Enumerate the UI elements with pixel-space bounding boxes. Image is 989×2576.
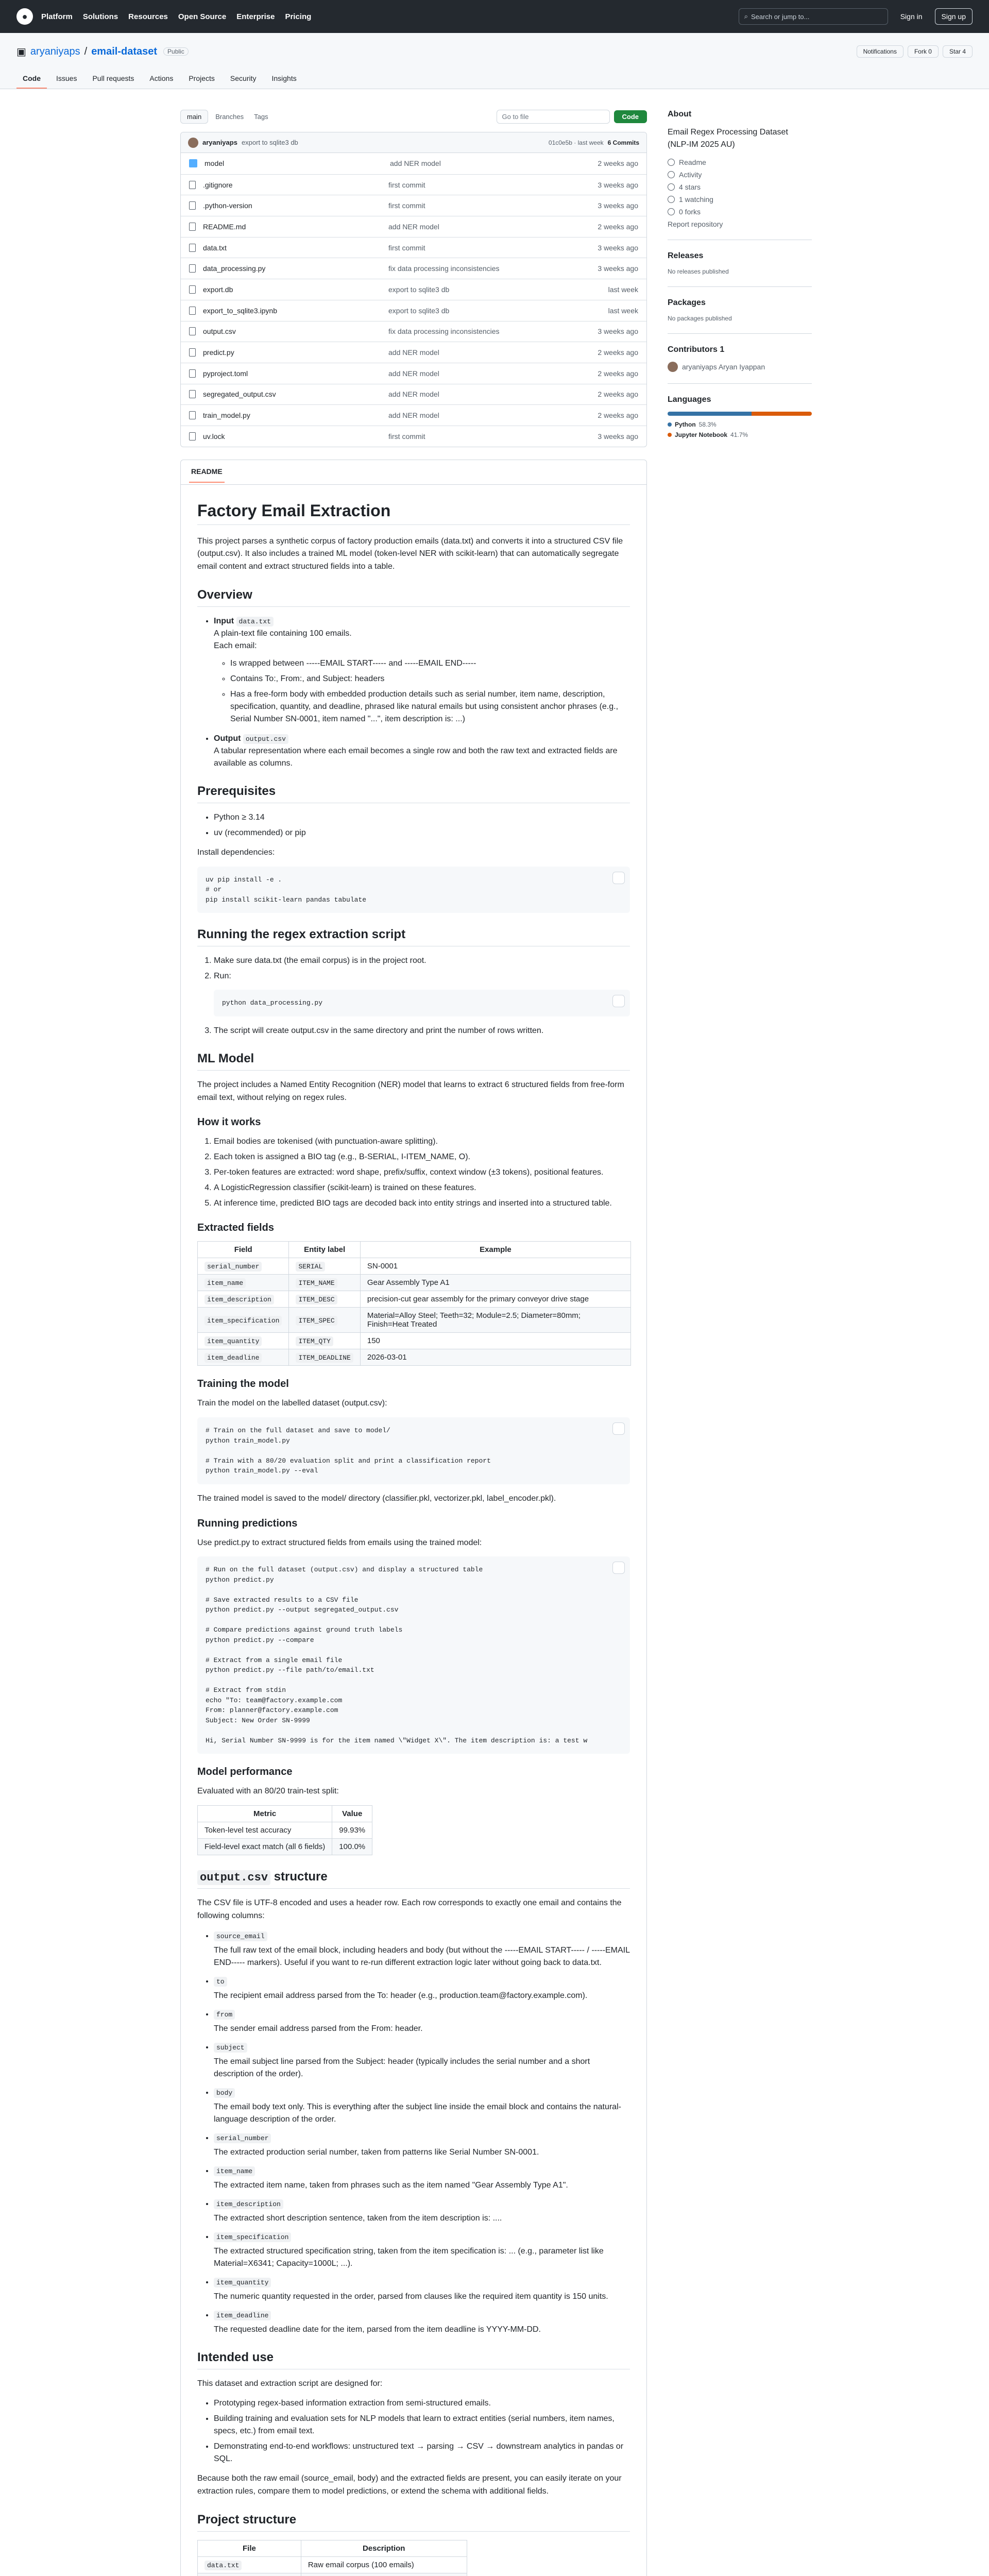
- intro-paragraph: This project parses a synthetic corpus of factory production emails (data.txt) and converts it into a structured CSV file (output.csv). It also includes a trained ML model (token-level NER with scikit-learn) that can automatically segregate email content and extract structured fields into a table.: [197, 536, 623, 571]
- step-item: 1. Make sure data.txt (the email corpus) is in the project root.: [214, 955, 630, 967]
- language-bar-jupyter: [752, 412, 812, 416]
- csv-heading: output.csv structure: [197, 1870, 630, 1889]
- file-date: 3 weeks ago: [598, 243, 638, 252]
- column-item: • item_name The extracted item name, taken from phrases such as the item named "Gear Assembly Type A1".: [214, 2165, 630, 2192]
- train-code-block: # Train on the full dataset and save to model/ python train_model.py # Train with a 80/20 evaluation split and print a classification report python train_model.py --eval: [197, 1417, 630, 1484]
- site-header: [0, 0, 989, 33]
- perf-paragraph: Evaluated with an 80/20 train-test split:: [197, 1787, 339, 1796]
- prereq-item: • uv (recommended) or pip: [214, 827, 630, 839]
- contributor[interactable]: aryaniyaps Aryan Iyappan: [668, 362, 812, 372]
- language-bar: [668, 412, 812, 416]
- copy-icon[interactable]: [612, 995, 625, 1007]
- column-item: • body The email body text only. This is everything after the subject line inside the email block and contains the natural-language description of the order.: [214, 2087, 630, 2126]
- readme-content: [181, 485, 646, 2576]
- use-paragraph-2: Because both the raw email (source_email, body) and the extracted fields are present, you can easily iterate on your extraction rules, compare them to model predictions, or extend the schema with additional fields.: [197, 2474, 622, 2496]
- file-date: 3 weeks ago: [598, 201, 638, 210]
- file-date: 2 weeks ago: [598, 222, 638, 231]
- table-row: item_quantity ITEM_QTY 150: [198, 1333, 631, 1349]
- file-row[interactable]: [181, 426, 646, 447]
- how-heading: How it works: [197, 1116, 261, 1128]
- overview-heading: Overview: [197, 588, 630, 607]
- how-item: 2. Each token is assigned a BIO tag (e.g., B-SERIAL, I-ITEM_NAME, O).: [214, 1151, 630, 1163]
- packages-heading[interactable]: Packages: [668, 298, 706, 307]
- avatar[interactable]: [188, 138, 198, 148]
- how-item: 4. A LogisticRegression classifier (scikit-learn) is trained on these features.: [214, 1182, 630, 1194]
- language-dot: [668, 422, 672, 427]
- repo-owner-link[interactable]: aryaniyaps: [30, 45, 80, 57]
- visibility-badge: Public: [163, 47, 189, 56]
- main-column: [180, 110, 647, 2576]
- file-commit-message[interactable]: add NER model: [388, 369, 439, 378]
- run-code-block: python data_processing.py: [214, 990, 630, 1016]
- file-commit-message[interactable]: add NER model: [388, 411, 439, 420]
- file-name[interactable]: output.csv: [203, 327, 236, 336]
- tab-security[interactable]: Security: [230, 74, 257, 82]
- file-date: 3 weeks ago: [598, 432, 638, 440]
- structure-table: File Description data.txt Raw email corpus (100 emails): [197, 2540, 467, 2576]
- ml-heading: ML Model: [197, 1052, 630, 1071]
- table-row: serial_number SERIAL SN-0001: [198, 1258, 631, 1275]
- file-icon: [189, 264, 196, 273]
- nav-open-source[interactable]: Open Source: [178, 12, 227, 21]
- file-date: 3 weeks ago: [598, 180, 638, 189]
- language-python[interactable]: Python 58.3%: [668, 421, 812, 428]
- fork-icon: [668, 208, 675, 215]
- table-row: item_deadline ITEM_DEADLINE 2026-03-01: [198, 1349, 631, 1366]
- sign-up-button[interactable]: Sign up: [935, 8, 973, 25]
- fork-button[interactable]: Fork 0: [908, 45, 939, 58]
- file-row[interactable]: [181, 258, 646, 279]
- ml-paragraph: The project includes a Named Entity Recognition (NER) model that learns to extract 6 structured fields from free-form email text, without relying on regex rules.: [197, 1080, 624, 1102]
- file-name[interactable]: model: [204, 159, 225, 168]
- file-name[interactable]: README.md: [203, 222, 246, 231]
- prereq-item: • Python ≥ 3.14: [214, 811, 630, 824]
- stars-link[interactable]: 4 stars: [668, 183, 812, 191]
- file-name[interactable]: pyproject.toml: [203, 369, 248, 378]
- contributors-heading[interactable]: Contributors 1: [668, 345, 725, 354]
- repo-icon: ▣: [16, 46, 26, 58]
- table-row: item_description ITEM_DESC precision-cut gear assembly for the primary conveyor drive stage: [198, 1291, 631, 1308]
- how-item: 1. Email bodies are tokenised (with punctuation-aware splitting).: [214, 1136, 630, 1148]
- sidebar: [668, 110, 812, 2576]
- file-date: 2 weeks ago: [598, 411, 638, 420]
- commit-author[interactable]: aryaniyaps: [202, 139, 237, 146]
- column-item: • to The recipient email address parsed from the To: header (e.g., production.team@factory.example.com).: [214, 1975, 630, 2002]
- csv-paragraph: The CSV file is UTF-8 encoded and uses a header row. Each row corresponds to exactly one email and contains the following columns:: [197, 1899, 622, 1920]
- file-date: 3 weeks ago: [598, 327, 638, 336]
- train-paragraph: Train the model on the labelled dataset (output.csv):: [197, 1399, 387, 1408]
- search-icon: ⌕: [744, 12, 748, 20]
- file-name[interactable]: segregated_output.csv: [203, 390, 276, 399]
- file-row[interactable]: [181, 300, 646, 321]
- file-name[interactable]: data.txt: [203, 243, 227, 252]
- file-date: 2 weeks ago: [598, 369, 638, 378]
- book-icon: [668, 159, 675, 166]
- tab-issues[interactable]: Issues: [56, 74, 77, 82]
- code-button[interactable]: Code: [614, 110, 647, 123]
- file-commit-message[interactable]: first commit: [388, 180, 425, 189]
- perf-table: Metric Value Token-level test accuracy 99.93% Field-level exact match (all 6 fields) 100.0%: [197, 1805, 372, 1855]
- file-commit-message[interactable]: first commit: [388, 201, 425, 210]
- search-input[interactable]: ⌕ Search or jump to...: [739, 8, 888, 25]
- sub-item: ◦ Is wrapped between -----EMAIL START----- and -----EMAIL END-----: [230, 657, 630, 670]
- file-commit-message[interactable]: add NER model: [388, 348, 439, 357]
- about-description: Email Regex Processing Dataset (NLP-IM 2025 AU): [668, 128, 788, 149]
- file-icon: [189, 244, 196, 252]
- file-date: last week: [608, 306, 638, 315]
- file-commit-message[interactable]: add NER model: [390, 159, 441, 168]
- file-row[interactable]: [181, 342, 646, 363]
- repo-tabs: [16, 69, 973, 89]
- file-name[interactable]: predict.py: [203, 348, 234, 357]
- file-list: [180, 132, 647, 447]
- forks-link[interactable]: 0 forks: [668, 208, 812, 216]
- branches-link[interactable]: Branches: [215, 113, 244, 121]
- packages-text: No packages published: [668, 315, 732, 322]
- commit-hash[interactable]: 01c0e5b · last week: [548, 139, 604, 146]
- predict-paragraph: Use predict.py to extract structured fields from emails using the trained model:: [197, 1538, 482, 1547]
- languages-heading: Languages: [668, 395, 711, 404]
- file-date: last week: [608, 285, 638, 294]
- how-item: 3. Per-token features are extracted: word shape, prefix/suffix, context window (±3 tokens), positional features.: [214, 1166, 630, 1179]
- file-commit-message[interactable]: export to sqlite3 db: [388, 285, 450, 294]
- tab-projects[interactable]: Projects: [189, 74, 215, 82]
- repo-header: ▣ aryaniyaps / email-dataset Public Notifications Fork 0 Star 4 Code Issues Pull requests Actions Projects Security Insights: [0, 33, 989, 89]
- nav-pricing[interactable]: Pricing: [285, 12, 312, 21]
- file-icon: [189, 223, 196, 231]
- eye-icon: [668, 196, 675, 203]
- column-item: • from The sender email address parsed from the From: header.: [214, 2008, 630, 2035]
- readme-panel: [180, 460, 647, 2576]
- column-item: • item_deadline The requested deadline date for the item, parsed from the item deadline is YYYY-MM-DD.: [214, 2309, 630, 2336]
- branch-select[interactable]: main: [180, 110, 208, 124]
- file-icon: [189, 348, 196, 357]
- readme-tab[interactable]: README: [189, 461, 225, 483]
- file-row[interactable]: [181, 153, 646, 174]
- go-to-file-input[interactable]: Go to file: [497, 110, 610, 124]
- regex-heading: Running the regex extraction script: [197, 927, 630, 946]
- readme-title: Factory Email Extraction: [197, 501, 630, 525]
- table-row: item_specification ITEM_SPEC Material=Alloy Steel; Teeth=32; Module=2.5; Diameter=80mm; Finish=Heat Treated: [198, 1308, 631, 1333]
- file-name[interactable]: uv.lock: [203, 432, 225, 440]
- nav-solutions[interactable]: Solutions: [82, 12, 118, 21]
- file-date: 3 weeks ago: [598, 264, 638, 273]
- star-button[interactable]: Star 4: [943, 45, 973, 58]
- tab-insights[interactable]: Insights: [271, 74, 297, 82]
- file-row[interactable]: [181, 279, 646, 300]
- file-date: 2 weeks ago: [598, 390, 638, 399]
- repo-name-link[interactable]: email-dataset: [91, 45, 158, 57]
- column-item: • source_email The full raw text of the email block, including headers and body (but without the -----EMAIL START----- / -----EMAIL END----- markers). Useful if you want to re-run different extraction logic later without going back to data.txt.: [214, 1930, 630, 1969]
- use-item: • Prototyping regex-based information extraction from semi-structured emails.: [214, 2397, 630, 2410]
- file-commit-message[interactable]: add NER model: [388, 222, 439, 231]
- fields-table: Field Entity label Example serial_number SERIAL SN-0001 item_name ITEM_NAME Gear Assembly Type A1 item_description ITEM_DESC precision-cut gear assembly for the primary conveyor drive stage item_specification ITEM_SPEC Material=Alloy Steel; Teeth=32; Module=2.5; Diameter=80mm; Finish=Heat Treated item_quantity ITEM_QTY 150 item_deadline ITEM_DEADLINE 2026-03-01: [197, 1241, 631, 1366]
- report-link[interactable]: Report repository: [668, 220, 723, 228]
- column-item: • subject The email subject line parsed from the Subject: header (typically includes the serial number and a short description of the order).: [214, 2041, 630, 2080]
- install-text: Install dependencies:: [197, 848, 275, 857]
- how-item: 5. At inference time, predicted BIO tags are decoded back into entity strings and inserted into a structured table.: [214, 1197, 630, 1210]
- use-item: • Building training and evaluation sets for NLP models that learn to extract entities (serial numbers, item names, specs, etc.) from email text.: [214, 2413, 630, 2437]
- file-commit-message[interactable]: fix data processing inconsistencies: [388, 327, 500, 336]
- file-row[interactable]: [181, 195, 646, 216]
- table-row: item_name ITEM_NAME Gear Assembly Type A1: [198, 1275, 631, 1291]
- column-item: • item_description The extracted short description sentence, taken from the item description is: ....: [214, 2198, 630, 2225]
- file-date: 2 weeks ago: [598, 159, 638, 168]
- saved-paragraph: The trained model is saved to the model/ directory (classifier.pkl, vectorizer.pkl, label_encoder.pkl).: [197, 1494, 556, 1503]
- sign-in-button[interactable]: Sign in: [900, 12, 923, 21]
- nav-resources[interactable]: Resources: [128, 12, 168, 21]
- structure-heading: Project structure: [197, 2513, 630, 2532]
- file-icon: [189, 201, 196, 210]
- file-name[interactable]: train_model.py: [203, 411, 250, 420]
- file-row[interactable]: [181, 237, 646, 258]
- watching-link[interactable]: 1 watching: [668, 195, 812, 204]
- main-nav: [41, 12, 311, 21]
- input-item: • Input data.txt A plain-text file containing 100 emails. Each email: ◦ Is wrapped between -----EMAIL START----- and -----EMAIL END----- ◦ Contains To:, From:, and Subject: headers ◦ Has a free-form body with embedded production details such as serial number, item name, description, specification, quantity, and deadline, phrased like natural emails but using consistent anchor phrases (e.g., Serial Number SN-0001, item named "...", item description is: ...): [214, 615, 630, 725]
- file-icon: [189, 307, 196, 315]
- file-icon: [189, 181, 196, 189]
- file-icon: [189, 369, 196, 378]
- table-row: [198, 2573, 467, 2576]
- file-commit-message[interactable]: add NER model: [388, 390, 439, 399]
- file-row[interactable]: [181, 384, 646, 405]
- commits-link[interactable]: 6 Commits: [607, 139, 639, 146]
- tab-actions[interactable]: Actions: [149, 74, 174, 82]
- file-name[interactable]: .python-version: [203, 201, 252, 210]
- avatar: [668, 362, 678, 372]
- sub-item: ◦ Has a free-form body with embedded production details such as serial number, item name, description, specification, quantity, and deadline, phrased like natural emails but using consistent anchor phrases (e.g., Serial Number SN-0001, item named "...", item description is: ...): [230, 688, 630, 725]
- folder-icon: [189, 159, 197, 167]
- sub-item: ◦ Contains To:, From:, and Subject: headers: [230, 673, 630, 685]
- file-row[interactable]: [181, 216, 646, 237]
- file-row[interactable]: [181, 363, 646, 384]
- file-commit-message[interactable]: first commit: [388, 432, 425, 440]
- file-row[interactable]: [181, 321, 646, 342]
- output-item: • Output output.csv A tabular representation where each email becomes a single row and both the raw text and extracted fields are available as columns.: [214, 733, 630, 770]
- file-commit-message[interactable]: export to sqlite3 db: [388, 306, 450, 315]
- file-name[interactable]: .gitignore: [203, 180, 233, 189]
- copy-icon[interactable]: [612, 1562, 625, 1574]
- tags-link[interactable]: Tags: [254, 113, 268, 121]
- commit-message[interactable]: export to sqlite3 db: [241, 139, 298, 146]
- tab-code[interactable]: Code: [16, 69, 47, 89]
- step-item: 3. The script will create output.csv in the same directory and print the number of rows written.: [214, 1025, 630, 1037]
- perf-heading: Model performance: [197, 1766, 293, 1778]
- table-row: data.txt Raw email corpus (100 emails): [198, 2557, 467, 2573]
- tab-pull-requests[interactable]: Pull requests: [92, 74, 134, 82]
- readme-link[interactable]: Readme: [668, 158, 812, 166]
- file-name[interactable]: export_to_sqlite3.ipynb: [203, 306, 277, 315]
- use-paragraph: This dataset and extraction script are designed for:: [197, 2379, 383, 2388]
- pulse-icon: [668, 171, 675, 178]
- column-item: • item_quantity The numeric quantity requested in the order, parsed from clauses like the required item quantity is 150 units.: [214, 2276, 630, 2303]
- about-heading: About: [668, 110, 692, 118]
- file-commit-message[interactable]: fix data processing inconsistencies: [388, 264, 500, 273]
- use-heading: Intended use: [197, 2350, 630, 2369]
- nav-enterprise[interactable]: Enterprise: [236, 12, 275, 21]
- file-row[interactable]: [181, 404, 646, 426]
- copy-icon[interactable]: [612, 1422, 625, 1435]
- column-item: • item_specification The extracted structured specification string, taken from the item specification is: ... (e.g., parameter list like Material=X6341; Capacity=1000L; ...).: [214, 2231, 630, 2270]
- step-item: 2. Run: python data_processing.py: [214, 970, 630, 1016]
- prereq-heading: Prerequisites: [197, 784, 630, 803]
- file-name[interactable]: export.db: [203, 285, 233, 294]
- latest-commit: [181, 132, 646, 153]
- file-icon: [189, 411, 196, 419]
- github-logo-icon[interactable]: ●: [16, 8, 33, 25]
- fields-heading: Extracted fields: [197, 1222, 274, 1234]
- language-jupyter[interactable]: Jupyter Notebook 41.7%: [668, 431, 812, 438]
- file-name[interactable]: data_processing.py: [203, 264, 266, 273]
- releases-text: No releases published: [668, 268, 729, 275]
- releases-heading[interactable]: Releases: [668, 251, 704, 260]
- predict-code-block: # Run on the full dataset (output.csv) and display a structured table python predict.py # Save extracted results to a CSV file python predict.py --output segregated_output.csv # Compare predictions against ground truth labels python predict.py --compare # Extract from a single email file python predict.py --file path/to/email.txt # Extract from stdin echo "To: team@factory.example.com From: planner@factory.example.com Subject: New Order SN-9999 Hi, Serial Number SN-9999 is for the item named \"Widget X\". The item description is: a test w: [197, 1556, 630, 1754]
- activity-link[interactable]: Activity: [668, 171, 812, 179]
- copy-icon[interactable]: [612, 872, 625, 884]
- file-icon: [189, 285, 196, 294]
- use-item: • Demonstrating end-to-end workflows: unstructured text → parsing → CSV → downstream analytics in pandas or SQL.: [214, 2441, 630, 2465]
- file-icon: [189, 390, 196, 398]
- notifications-button[interactable]: Notifications: [857, 45, 903, 58]
- train-heading: Training the model: [197, 1378, 289, 1390]
- predict-heading: Running predictions: [197, 1517, 298, 1529]
- language-bar-python: [668, 412, 752, 416]
- file-icon: [189, 327, 196, 335]
- column-item: • serial_number The extracted production serial number, taken from patterns like Serial Number SN-0001.: [214, 2132, 630, 2159]
- file-date: 2 weeks ago: [598, 348, 638, 357]
- install-code-block: uv pip install -e . # or pip install scikit-learn pandas tabulate: [197, 867, 630, 913]
- language-dot: [668, 433, 672, 437]
- nav-platform[interactable]: Platform: [41, 12, 73, 21]
- star-icon: [668, 183, 675, 191]
- file-commit-message[interactable]: first commit: [388, 243, 425, 252]
- file-icon: [189, 432, 196, 440]
- file-row[interactable]: [181, 174, 646, 195]
